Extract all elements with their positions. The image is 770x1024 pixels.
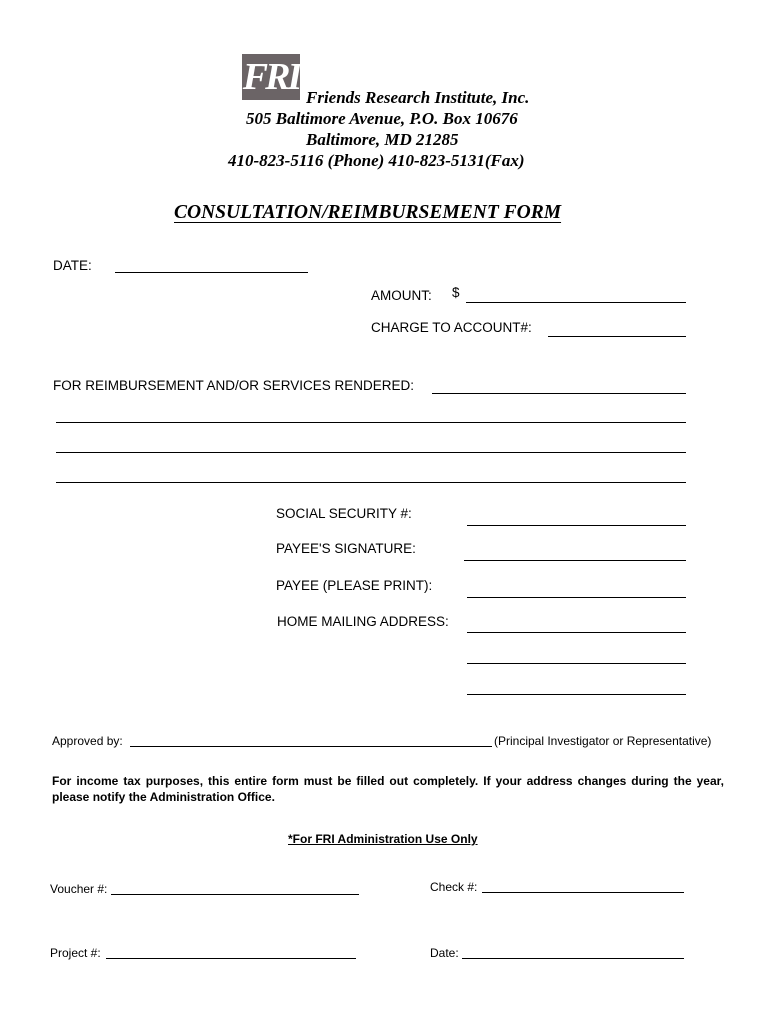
payee-signature-label: PAYEE'S SIGNATURE: xyxy=(276,541,416,556)
payee-print-label: PAYEE (PLEASE PRINT): xyxy=(276,578,433,593)
home-address-line-3[interactable] xyxy=(467,694,686,695)
reimbursement-line-3[interactable] xyxy=(56,452,686,453)
project-label: Project #: xyxy=(50,946,101,960)
approved-by-note: (Principal Investigator or Representative) xyxy=(494,734,712,748)
home-address-line-1[interactable] xyxy=(467,632,686,633)
charge-to-account-label: CHARGE TO ACCOUNT#: xyxy=(371,320,532,335)
approved-by-field[interactable] xyxy=(130,746,492,747)
org-address-line1: 505 Baltimore Avenue, P.O. Box 10676 xyxy=(246,109,518,128)
reimbursement-field[interactable] xyxy=(432,393,686,394)
home-address-label: HOME MAILING ADDRESS: xyxy=(277,614,449,629)
payee-signature-field[interactable] xyxy=(464,560,686,561)
org-phone-fax: 410-823-5116 (Phone) 410-823-5131(Fax) xyxy=(228,151,525,170)
org-address-line2: Baltimore, MD 21285 xyxy=(306,130,459,149)
ssn-label: SOCIAL SECURITY #: xyxy=(276,506,412,521)
home-address-line-2[interactable] xyxy=(467,663,686,664)
fri-logo-text: FRI xyxy=(242,56,300,98)
admin-date-field[interactable] xyxy=(462,958,684,959)
amount-label: AMOUNT: xyxy=(371,288,432,303)
reimbursement-line-2[interactable] xyxy=(56,422,686,423)
tax-notice: For income tax purposes, this entire form must be filled out completely. If your address changes during the year, please notify the Administration Office. xyxy=(52,774,724,804)
project-field[interactable] xyxy=(106,958,356,959)
date-label: DATE: xyxy=(53,258,92,273)
org-name: Friends Research Institute, Inc. xyxy=(306,88,530,107)
date-field[interactable] xyxy=(115,272,308,273)
dollar-sign: $ xyxy=(452,285,460,300)
check-field[interactable] xyxy=(482,892,684,893)
reimbursement-label: FOR REIMBURSEMENT AND/OR SERVICES RENDERED: xyxy=(53,378,415,393)
admin-use-heading: *For FRI Administration Use Only xyxy=(288,832,478,846)
voucher-field[interactable] xyxy=(111,894,359,895)
voucher-label: Voucher #: xyxy=(50,882,108,896)
reimbursement-line-4[interactable] xyxy=(56,482,686,483)
fri-logo xyxy=(242,54,300,100)
admin-date-label: Date: xyxy=(430,946,459,960)
form-title: CONSULTATION/REIMBURSEMENT FORM xyxy=(174,202,562,223)
charge-to-account-field[interactable] xyxy=(548,336,686,337)
check-label: Check #: xyxy=(430,880,478,894)
payee-print-field[interactable] xyxy=(467,597,686,598)
ssn-field[interactable] xyxy=(467,525,686,526)
amount-field[interactable] xyxy=(466,302,686,303)
approved-by-label: Approved by: xyxy=(52,734,123,748)
